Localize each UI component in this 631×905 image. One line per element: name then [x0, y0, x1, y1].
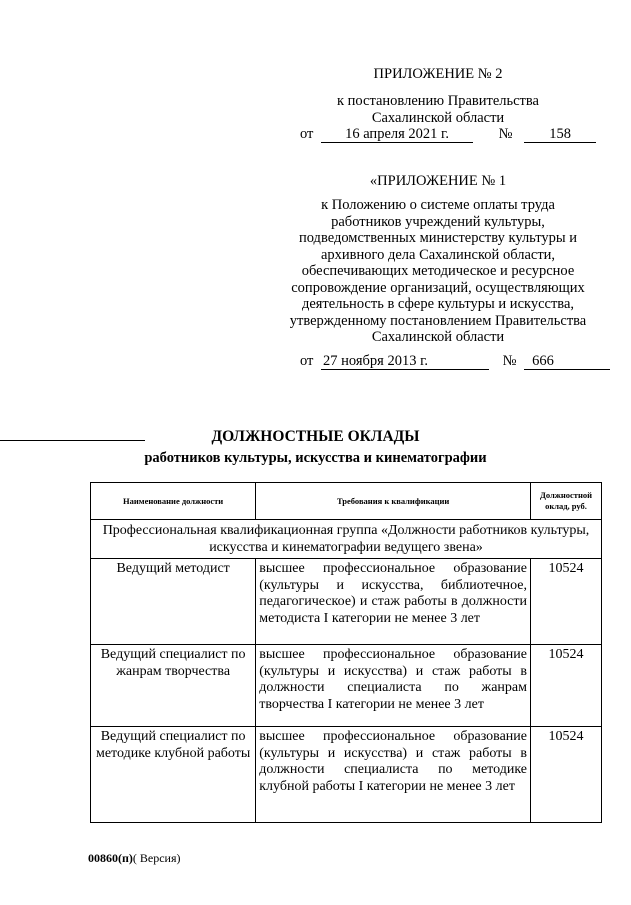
appendix1-date-row [300, 353, 610, 370]
appendix1-line: обеспечивающих методическое и ресурсное [301, 263, 575, 279]
appendix2-region-line: Сахалинской области [371, 109, 505, 126]
appendix2-header [282, 93, 594, 126]
appendix1-line: сопровождение организаций, осуществляющих [291, 279, 585, 296]
position-cell: Ведущий методист [91, 559, 256, 645]
header-requirements: Требования к квалификации [256, 483, 531, 520]
appendix1-title: «ПРИЛОЖЕНИЕ № 1 [369, 173, 507, 189]
table-row [91, 645, 602, 727]
group-title: Профессиональная квалификационная группа «Должности работников культуры, искусства и кинематографии ведущего звена» [91, 520, 602, 559]
appendix2-date-row [300, 126, 596, 143]
table-row [91, 727, 602, 823]
appendix1-no-label: № [502, 353, 517, 369]
header-salary: Должностной оклад, руб. [531, 483, 602, 520]
document-subtitle: работников культуры, искусства и кинематографии [144, 450, 487, 466]
appendix2-from-label: от [300, 126, 314, 142]
appendix1-line: работников учреждений культуры, [331, 213, 545, 230]
appendix1-body [282, 197, 594, 346]
footer-code: 00860(п) [88, 851, 133, 865]
document-title: ДОЛЖНОСТНЫЕ ОКЛАДЫ [211, 428, 420, 445]
appendix1-line: утвержденному постановлением Правительства [289, 312, 587, 329]
salary-cell: 10524 [531, 727, 602, 823]
appendix2-date: 16 апреля 2021 г. [321, 127, 473, 143]
appendix1-number: 666 [524, 354, 610, 370]
requirements-cell: высшее профессиональное образование (культуры и искусства) и стаж работы в должности специалиста по методике клубной работы I категории не менее 3 лет [256, 727, 531, 823]
appendix1-line: архивного дела Сахалинской области, [320, 246, 556, 263]
header-position: Наименование должности [91, 483, 256, 520]
requirements-cell: высшее профессиональное образование (культуры и искусства, библиотечное, педагогическое) и стаж работы в должности методиста I категории не менее 3 лет [256, 559, 531, 645]
appendix1-line: деятельность в сфере культуры и искусства, [301, 296, 575, 312]
position-cell: Ведущий специалист по жанрам творчества [91, 645, 256, 727]
appendix1-date: 27 ноября 2013 г. [321, 354, 489, 370]
appendix1-line: Сахалинской области [371, 329, 505, 345]
table-row [91, 559, 602, 645]
footer-version: ( Версия) [132, 851, 181, 865]
salary-cell: 10524 [531, 559, 602, 645]
position-cell: Ведущий специалист по методике клубной работы [91, 727, 256, 823]
appendix1-line: подведомственных министерству культуры и [298, 230, 578, 246]
footer [88, 851, 181, 866]
appendix2-title: ПРИЛОЖЕНИЕ № 2 [373, 66, 503, 82]
appendix2-no-label: № [498, 126, 513, 142]
requirements-cell: высшее профессиональное образование (культуры и искусства) и стаж работы в должности специалиста по жанрам творчества I категории не менее 3 лет [256, 645, 531, 727]
salary-table [90, 482, 602, 823]
appendix1-line: к Положению о системе оплаты труда [321, 197, 555, 213]
appendix1-from-label: от [300, 353, 314, 369]
appendix2-number: 158 [524, 127, 596, 143]
salary-cell: 10524 [531, 645, 602, 727]
table-header-row [91, 483, 602, 520]
group-row [91, 520, 602, 559]
appendix2-to-line: к постановлению Правительства [337, 93, 539, 109]
